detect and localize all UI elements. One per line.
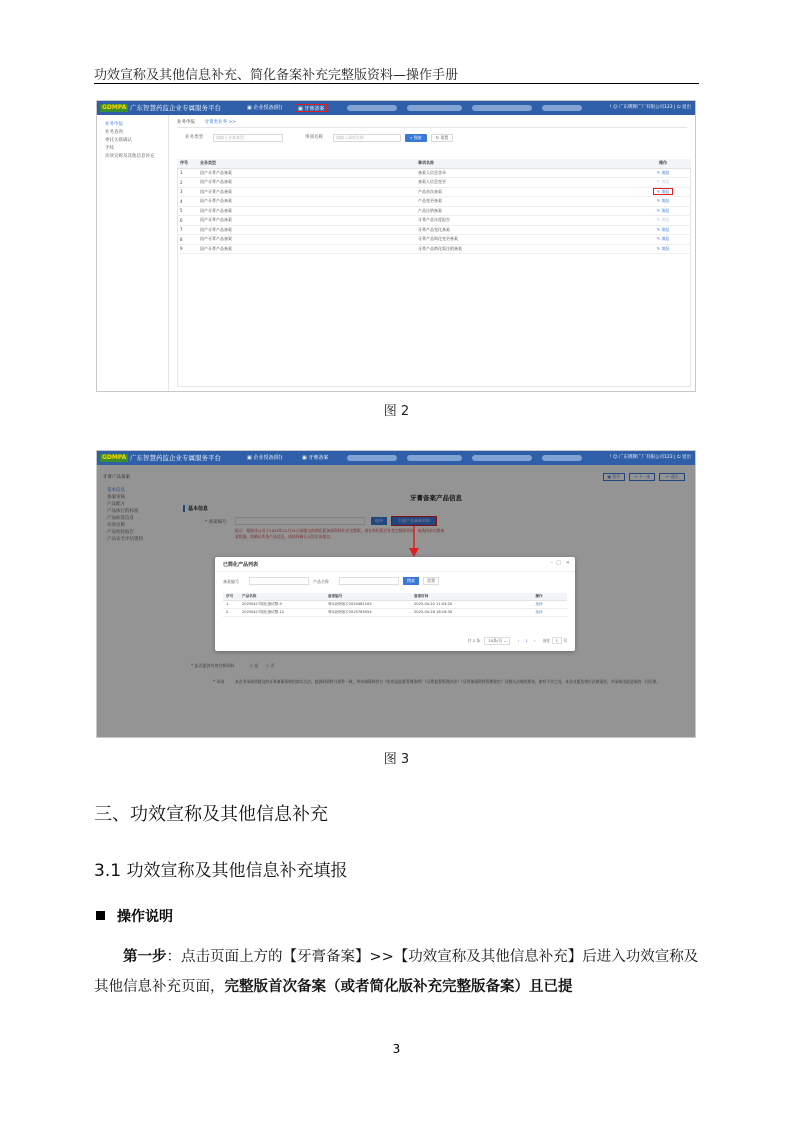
table-row [177, 187, 691, 197]
cell-no: 5 [177, 206, 197, 216]
figure-3-screenshot [96, 450, 696, 738]
tab-apply[interactable]: 业务申报 [177, 120, 195, 125]
figure-3-caption: 图 3 [383, 752, 410, 767]
cell-code: 粤G妆网备字2025481105 [325, 600, 411, 608]
page-number: 3 [392, 1042, 401, 1056]
filing-number-label: * 备案编号 [205, 520, 227, 525]
cell-no: 7 [177, 225, 197, 235]
next-step-button[interactable]: → 下一步 [629, 473, 655, 481]
efficacy-provided-label: * 是否提供功效宣称资料 [191, 663, 235, 668]
search-button[interactable]: ⌕ 搜索 [405, 134, 427, 142]
tab-toothpaste[interactable]: 牙膏类业务 >> [204, 120, 237, 125]
sidebar-item-formula[interactable]: 产品配方 [107, 502, 125, 507]
fig2-tabs [177, 119, 687, 128]
modal-close-icon[interactable]: ✕ [565, 560, 570, 566]
platform-title: 广东智慧药监企业专属服务平台 [130, 454, 221, 462]
nav-toothpaste-filing[interactable]: ▣ 牙膏备案 [302, 455, 329, 461]
fill-link[interactable]: ✎ 填报 [656, 169, 670, 175]
cell-item: 牙膏产品简化变更备案 [415, 235, 635, 245]
simplified-products-modal [215, 557, 575, 651]
red-arrow [407, 526, 421, 558]
fill-link[interactable]: ✎ 填报 [656, 217, 670, 223]
figure-2-caption: 图 2 [383, 404, 410, 419]
cell-item: 牙膏产品变化备案 [415, 225, 635, 235]
cell-type: 国产牙膏产品备案 [197, 197, 415, 207]
user-area[interactable]: ! ☺ 广东牌牌广厂有限公司123 | ⏻ 退出 [609, 105, 691, 110]
commitment-label: * 承诺 [213, 679, 225, 684]
current-page[interactable]: 1 [525, 638, 528, 643]
sidebar-item-procedure[interactable]: 手续 [105, 146, 114, 151]
prev-page-icon[interactable]: ‹ [517, 638, 520, 643]
goto-input[interactable]: 1 [552, 637, 562, 644]
blurred-nav-3 [472, 105, 532, 111]
col-op: 操作 [511, 593, 567, 600]
sidebar-item-safety[interactable]: 产品安全评估资料 [107, 537, 143, 542]
choose-link[interactable]: 选择 [511, 608, 567, 616]
cell-no: 3 [177, 187, 197, 197]
modal-minimize-icon[interactable]: – [550, 560, 553, 566]
fill-link[interactable]: ✎ 填报 [656, 226, 670, 232]
user-area[interactable]: ! ☺ 广东牌牌广厂有限公司123 | ⏻ 退出 [609, 455, 691, 460]
cell-type: 国产牙膏产品备案 [197, 187, 415, 197]
reset-button[interactable]: ↻ 重置 [431, 134, 453, 142]
step-paragraph [94, 942, 699, 1002]
commitment-text: 本企业承诺所提交的牙膏备案资料均真实合法，提供的资料与原件一致，所申请资料符合《化妆品监督管理条例》《牙膏监督管理办法》《牙膏备案资料管理规定》及相关法规的要求，如有不实之处，本企业愿负相应法律责任，并承担由此造成的一切后果。 [235, 679, 661, 684]
blurred-nav-1 [347, 455, 397, 461]
name-input[interactable]: 请输入事项名称 [333, 134, 401, 142]
fig2-business-table [177, 159, 691, 254]
platform-topbar [97, 101, 695, 115]
table-row [177, 225, 691, 235]
modal-products-table [223, 593, 567, 617]
cell-no: 1 [223, 600, 239, 608]
cell-item: 产品首次备案 [415, 187, 635, 197]
sidebar-item-standard[interactable]: 产品执行的标准 [107, 509, 139, 514]
save-draft-button[interactable]: ▣ 暂存 [603, 473, 625, 481]
breadcrumb: 牙膏产品备案 [103, 475, 130, 480]
sidebar-item-label[interactable]: 产品标签信息 [107, 516, 134, 521]
col-name: 产品名称 [239, 593, 325, 600]
cell-name: 20250417简化测试整-12 [239, 608, 325, 616]
modal-name-input[interactable] [339, 577, 399, 585]
cell-item: 备案人信息变更 [415, 178, 635, 188]
platform-logo: GDMPA [102, 454, 127, 461]
fill-link[interactable]: ✎ 填报 [656, 198, 670, 204]
cell-no: 8 [177, 235, 197, 245]
table-row [223, 608, 567, 616]
next-page-icon[interactable]: › [534, 638, 536, 643]
goto-label: 前往 [542, 638, 551, 643]
cell-type: 国产牙膏产品备案 [197, 216, 415, 226]
fill-link[interactable]: ✎ 填报 [656, 236, 670, 242]
cell-type: 国产牙膏产品备案 [197, 235, 415, 245]
bullet-text: 操作说明 [117, 909, 173, 925]
modal-reset-button[interactable]: 重置 [423, 577, 439, 585]
fill-link[interactable]: ✎ 填报 [656, 179, 670, 185]
sidebar-item-review[interactable]: 备案审核 [107, 495, 125, 500]
nav-toothpaste-filing[interactable]: ▣ 牙膏备案 [295, 104, 327, 112]
blurred-nav-4 [542, 105, 582, 111]
modal-name-label: 产品名称 [313, 579, 329, 584]
choose-link[interactable]: 选择 [511, 600, 567, 608]
blurred-nav-1 [347, 105, 397, 111]
sidebar-item-efficacy[interactable]: 功效宣称及其他信息补充 [105, 154, 155, 159]
cell-time: 2025-04-20 11:03:20 [411, 600, 511, 608]
fill-link[interactable]: ✎ 填报 [656, 207, 670, 213]
subsection-heading: 3.1 功效宣称及其他信息补充填报 [94, 861, 348, 881]
select-button[interactable]: 选择 [371, 517, 387, 525]
blurred-nav-4 [542, 455, 582, 461]
table-header [223, 593, 567, 600]
modal-no-label: 备案编号 [223, 579, 239, 584]
platform-title: 广东智慧药监企业专属服务平台 [130, 104, 221, 112]
modal-title: 已简化产品列表 [223, 562, 259, 568]
nav-enterprise[interactable]: ▣ 企业授备(附) [247, 105, 283, 111]
col-no: 序号 [223, 593, 239, 600]
name-label: 事项名称 [305, 135, 323, 140]
cell-time: 2025-04-28 16:16:30 [411, 608, 511, 616]
radio-no[interactable]: ○ 否 [265, 663, 275, 668]
platform-logo: GDMPA [102, 104, 127, 111]
col-op: 操作 [635, 159, 691, 168]
cell-no: 2 [223, 608, 239, 616]
sidebar-item-apply[interactable]: 业务申报 [105, 122, 123, 127]
modal-search-button[interactable]: 搜索 [403, 577, 419, 585]
cell-type: 国产牙膏产品备案 [197, 225, 415, 235]
cell-no: 4 [177, 197, 197, 207]
square-bullet-icon [96, 911, 105, 920]
cell-no: 9 [177, 244, 197, 254]
blurred-nav-2 [407, 455, 462, 461]
section-basic-info: 基本信息 [183, 505, 208, 512]
step-label: 第一步 [123, 949, 167, 965]
table-header [177, 159, 691, 168]
form-title: 牙膏备案产品信息 [410, 494, 462, 502]
table-row [177, 206, 691, 216]
page-header: 功效宣称及其他信息补充、简化备案补充完整版资料—操作手册 [94, 64, 699, 84]
cell-type: 国产牙膏产品备案 [197, 178, 415, 188]
figure-2-screenshot [96, 100, 696, 392]
col-time: 备案时间 [411, 593, 511, 600]
cell-item: 产品注销备案 [415, 206, 635, 216]
section-heading: 三、功效宣称及其他信息补充 [94, 804, 328, 825]
col-type: 业务类型 [197, 159, 415, 168]
blurred-nav-3 [472, 455, 532, 461]
step-text: ：点击页面上方的【牙膏备案】>>【功效宣称及其他信息补充】后进入功效宣称及其他信息补充页面， [94, 949, 699, 995]
table-row [177, 244, 691, 254]
fig2-sidebar [97, 115, 169, 391]
col-no: 序号 [177, 159, 197, 168]
type-input[interactable]: 请输入业务类型 [213, 134, 283, 142]
cell-item: 牙膏产品简化版注销备案 [415, 244, 635, 254]
radio-yes[interactable]: ○ 是 [249, 663, 259, 668]
table-row [223, 600, 567, 608]
cell-code: 粤G妆网备字2025765054 [325, 608, 411, 616]
fill-link[interactable]: ✎ 填报 [656, 245, 670, 251]
cell-type: 国产牙膏产品备案 [197, 206, 415, 216]
fill-link-highlighted[interactable]: ✎ 填报 [653, 188, 674, 195]
cell-name: 20250417简化测试整-9 [239, 600, 325, 608]
cell-item: 产品变更备案 [415, 197, 635, 207]
table-row [177, 235, 691, 245]
cell-type: 国产牙膏产品备案 [197, 244, 415, 254]
back-button[interactable]: ↩ 返回 [659, 473, 685, 481]
sidebar-item-entrust[interactable]: 委托关联确认 [105, 138, 132, 143]
nav-enterprise[interactable]: ▣ 企业授备(附) [247, 455, 283, 461]
table-row [177, 216, 691, 226]
cell-item: 备案人信息登录 [415, 168, 635, 178]
modal-maximize-icon[interactable]: □ [556, 560, 561, 566]
col-code: 备案编号 [325, 593, 411, 600]
step-bold-text: 完整版首次备案（或者简化版补充完整版备案）且已提 [224, 979, 573, 995]
modal-pagination [468, 637, 567, 645]
cell-item: 牙膏产品年度报告 [415, 216, 635, 226]
table-row [177, 197, 691, 207]
table-row [177, 178, 691, 188]
blurred-nav-2 [407, 105, 462, 111]
page-size-select[interactable]: 10条/页 ⌄ [484, 637, 510, 645]
cell-no: 6 [177, 216, 197, 226]
page-unit: 页 [563, 638, 567, 643]
bullet-operation [96, 906, 173, 926]
cell-no: 1 [177, 168, 197, 178]
fig2-filter [177, 133, 687, 143]
modal-divider [215, 571, 575, 572]
select-simplified-button[interactable]: 引进产品备案资料 [391, 516, 437, 526]
sidebar-item-basic[interactable]: 基本信息 [107, 488, 125, 493]
cell-no: 2 [177, 178, 197, 188]
table-row [177, 168, 691, 178]
type-label: 业务类型 [185, 135, 203, 140]
sidebar-item-query[interactable]: 业务查询 [105, 130, 123, 135]
col-item: 事项名称 [415, 159, 635, 168]
modal-no-input[interactable] [249, 577, 309, 585]
sidebar-item-report[interactable]: 产品检验报告 [107, 530, 134, 535]
platform-topbar [97, 451, 695, 465]
cell-type: 国产牙膏产品备案 [197, 168, 415, 178]
sidebar-item-efficacy[interactable]: 功效宣称 [107, 523, 125, 528]
warning-text: 提示：根据该公司于2025年12月31日前提交的简化版备案资料补充完整版，请在简化版后补充完整版资料，请选择前完整备案数据，需确认所选产品信息。请选择确认无误后再提交。 [235, 528, 445, 539]
pagination-total: 共 2 条 [467, 638, 481, 643]
